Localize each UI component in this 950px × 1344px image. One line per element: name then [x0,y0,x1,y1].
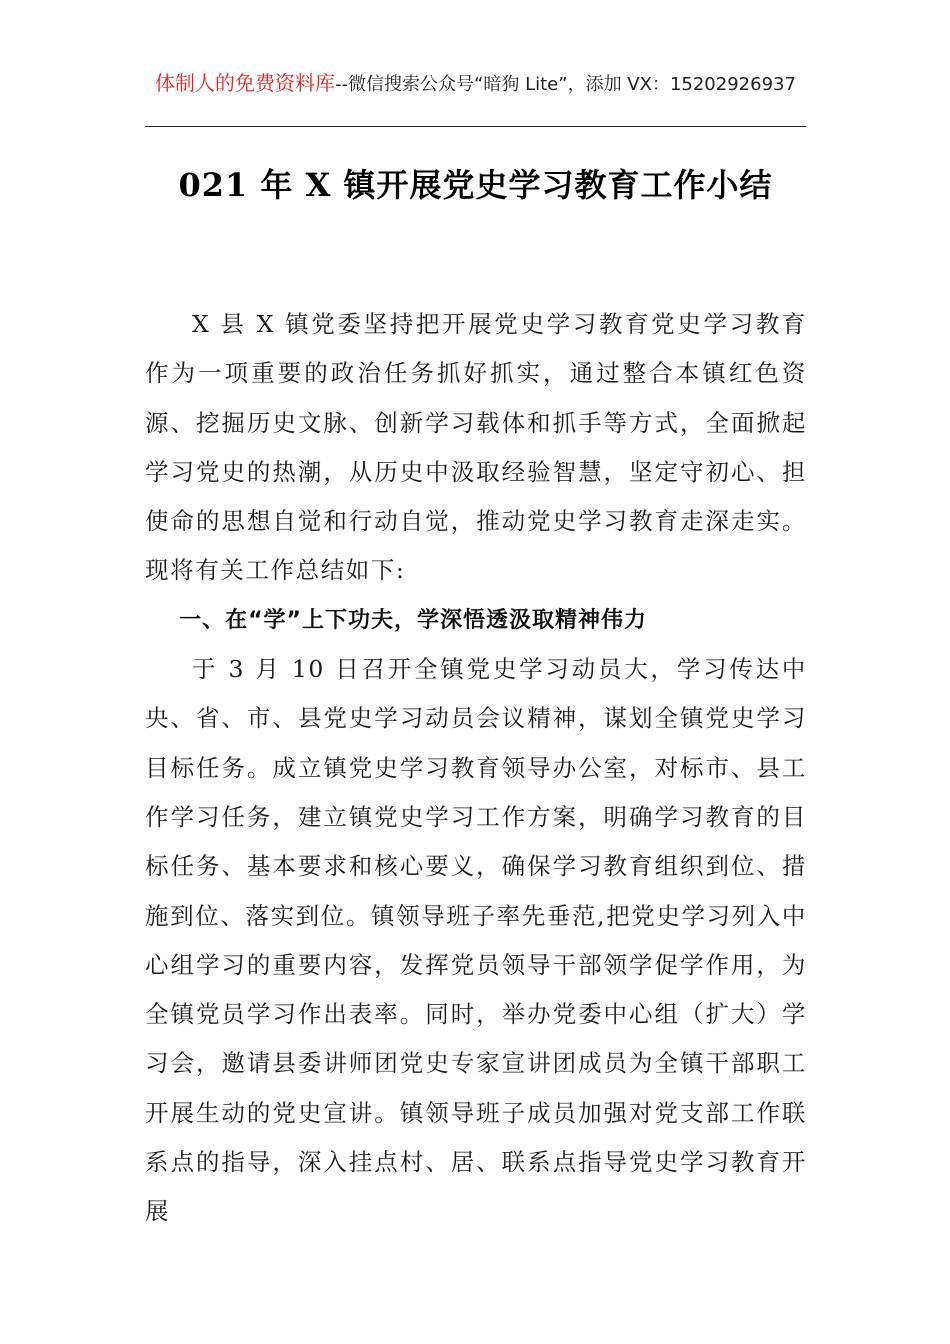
document-body [145,300,807,1237]
intro-paragraph: X 县 X 镇党委坚持把开展党史学习教育党史学习教育作为一项重要的政治任务抓好抓实，通过整合本镇红色资源、挖掘历史文脉、创新学习载体和抓手等方式，全面掀起学习党史的热潮，从历史中汲取经验智慧，坚定守初心、担使命的思想自觉和行动自觉，推动党史学习教育走深走实。现将有关工作总结如下: [145,310,807,585]
section-heading-1: 一、在“学”上下功夫，学深悟透汲取精神伟力 [179,607,648,633]
header-contact: --微信搜索公众号“暗狗 Lite”，添加 VX：15202926937 [335,74,796,95]
page-header [145,70,806,98]
section-1-paragraph: 于 3 月 10 日召开全镇党史学习动员大，学习传达中央、省、市、县党史学习动员会议精神，谋划全镇党史学习目标任务。成立镇党史学习教育领导办公室，对标市、县工作学习任务，建立镇党史学习工作方案，明确学习教育的目标任务、基本要求和核心要义，确保学习教育组织到位、措施到位、落实到位。镇领导班子率先垂范,把党史学习列入中心组学习的重要内容，发挥党员领导干部领学促学作用，为全镇党员学习作出表率。同时，举办党委中心组（扩大）学习会，邀请县委讲师团党史专家宣讲团成员为全镇干部职工开展生动的党史宣讲。镇领导班子成员加强对党支部工作联系点的指导，深入挂点村、居、联系点指导党史学习教育开展 [145,655,807,1226]
header-divider [145,126,806,127]
document-title: 021 年 X 镇开展党史学习教育工作小结 [178,166,773,204]
header-brand: 体制人的免费资料库 [155,71,336,95]
